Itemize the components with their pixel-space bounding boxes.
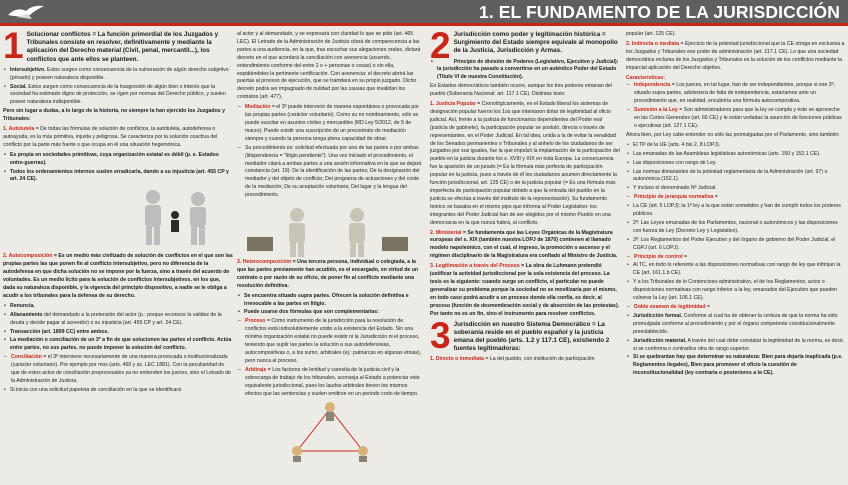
list-item: • Transacción (art. 1809 CC) entre ambos. bbox=[3, 329, 233, 337]
autocomposicion-block: 2. Autocomposición = Es un medio más civilizado de solución de conflictos en el que son las propias partes las que ponen fin al conflicto intersubjetivo, pero no diferencia de la autodefensa en que dicha solución no se impone por la fuerza, sino a través del acuerdo de voluntades. Es un medio lícito para la solución de conflictos intersubjetivos, en los que, dada su naturaleza disponible, y la vigencia del principio dispositivo, a nadie se le obliga a acudir a los tribunales para la defensa de su derecho. bbox=[3, 253, 233, 299]
paragraph: al actor y al demandado, y se expresará con claridad lo que se pide (art. 465 LEC). El Letrado de la Administración de Justicia citará de comparecencia a las partes a una audiencia, en la que, tras escuchar sus alegaciones orales, dictará decreto en el que acordará la conciliación con avenencia (acuerdo, entendimiento conforme del entre 2 o + personas o cosas) o sin ella, expidiéndoles la pertinente certificación. Con avenencia: el decreto abrirá las puertas al proceso de ejecución, que se tramitará en su propio juzgado. Dicho decreto podrá ser impugnado de nulidad por las causas que invalidan los contratos (art. 477). bbox=[237, 31, 421, 101]
list-item: – Independencia = Los jueces, en tal lugar, han de ser independientes, porque si ese 3º, situado supra partes, adoleciera de falta de independencia, estaríamos ante un procedimiento que, en realidad, encubriría una fórmula autocompositiva. bbox=[626, 82, 845, 106]
list-item: – Conciliación = el 3º interviene necesariamente de una manera provocada o institucionalizada (carácter voluntario). Por ejemplo por mos (arts. 460 y ss. LEC 1881). Con la peculiaridad de que de estos actos de conciliación preprocesales ya no entienden los jueces, sino el Letrado de la Administración de Justicia. bbox=[3, 354, 233, 386]
indirecta-block: 2. Indirecta o mediata = Ejercicio de la potestad jurisdiccional que la CE otorga en exclusiva a los Juzgados y Tribunales ese poder de administración (art. 117.1 CE). Lo que una sociedad democrática reclama de los Juzgados y Tribunales es la solución de los conflictos mediante la imparcial aplicación del Derecho objetivo. bbox=[626, 40, 845, 71]
section-number-3: 3 bbox=[430, 314, 451, 356]
list-item: • Todos los ordenamientos internos suelen erradicarla, dando a su injusticia (art. 455 CP y art. 24 CE). bbox=[3, 169, 233, 185]
list-item: – Doble examen de legitimidad = bbox=[626, 304, 845, 312]
list-item: • La mediación o conciliación de un 3º a fin de que solucionen las partes el conflicto. Actúa entre partes, no sus partes, no puede imponer la solución del conflicto. bbox=[3, 337, 233, 353]
list-item: • Puede usarse dos fórmulas que son complementarias: bbox=[237, 309, 425, 317]
list-item: • 3º: Los Reglamentos del Poder Ejecutivo y del órgano de gobierno del Poder Judicial, el CGPJ (art. 6 LOPJ). bbox=[626, 237, 845, 253]
column-3 bbox=[430, 31, 620, 483]
list-item: – Proceso = Como instrumento de la jurisdicción para la resolución de conflictos está indisolublemente unido a la existencia del Estado. Sin una mínima organización estatal no puede existir ni la Jurisdicción ni el proceso, teniendo que suplir las partes la solución a sus autodefensivas, autocompositivas o, a los sumo, arbitrales (ej.: patriarcas en algunas etnias), pero nunca al proceso. bbox=[237, 318, 425, 365]
list-item: • Jurisdicción formal. Conforme al cual ha de obtener la certeza de que la norma ha sido promulgada conforme al procedimiento y por el órgano competente constitucionalmente preestablecido. bbox=[626, 313, 845, 337]
section-1-lead: Solucionar conflictos = La función primordial de los Juzgados y Tribunales consiste en resolver, definitivamente y mediante la aplicación del Derecho material (Civil, penal, mercantil...), los conflictos que ante ellos se planteen. bbox=[26, 31, 219, 63]
section-number-2: 2 bbox=[430, 31, 451, 66]
list-item: • Se encuentra situado supra partes. Ofrecen la solución definitiva e irrevocable a las partes en litigio. bbox=[237, 293, 425, 309]
list-item: • La CE (art. 5 LOPJ): la 1ª ley a la que están sometidos y han de cumplir todos los poderes públicos. bbox=[626, 203, 845, 219]
list-item: • Las normas dimanantes de la potestad reglamentaria de la Administración (art. 97) o autonómica (152.1). bbox=[626, 169, 845, 185]
section-1-intro bbox=[3, 31, 233, 64]
people-icon bbox=[237, 201, 423, 259]
list-item: • Y a los Tribunales de lo Contencioso-administrativo, el de los Reglamentos, actos o disposiciones normativas con rango inferior a la ley, emanados del Ejecutivo que pueden vulnerar la Ley (art. 106.1 CE). bbox=[626, 279, 845, 303]
legitimacion-block: 3. Legitimación a través del Proceso = La obra de Luhmann pretendió justificar la actividad jurisdiccional por la sola existencia del proceso. La tesis es la siguiente: cuando surge un conflicto, el particular no puede generalizar su problema porque la sociedad no se movilizaría por el mismo, en todo caso podrá acudir a un proceso donde ella confía, es decir, al proceso (función de desmembración social y de absorción de las protestas). Por tanto no es un fin, sino el instrumento para resolver conflictos. bbox=[430, 263, 620, 317]
paragraph: Ahora bien, por Ley cabe entender no sólo las promulgadas por el Parlamento, sino también: bbox=[626, 131, 840, 138]
figures-icon bbox=[3, 185, 229, 253]
illustration-figures bbox=[3, 185, 233, 253]
list-item: • Es propia en sociedades primitivas, cuya organización estatal es débil (p. e. Estados entre-guerras). bbox=[3, 152, 233, 168]
section-2-intro bbox=[430, 31, 620, 66]
section-3-intro bbox=[430, 314, 620, 356]
list-item: – Principio de jerarquía normativa = bbox=[626, 194, 845, 202]
page-title: 1. EL FUNDAMENTO DE LA JURISDICCIÓN bbox=[479, 2, 840, 22]
paragraph: En Estados democráticos también ocurre, aunque los tres poderes emanan del pueblo (Soberanía Nacional: art. 117.1 CE). Distintas tesis: bbox=[430, 83, 612, 98]
ministerial-block: 2. Ministerial = Se fundamenta que las Leyes Orgánicas de la Magistratura europeas del s. XIX (también nuestra LOPJ de 1870) contienen al llamado modelo napoleónico, con el cual, el ingreso, la promoción o ascenso y el régimen disciplinario de la Magistratura era confiado al Ministro de Justicia. bbox=[430, 229, 618, 260]
list-item: • Intersubjetivo. Estos surgen como consecuencia de la vulneración de algún derecho subjetivo (privado) y poseen naturaleza disponible. bbox=[3, 67, 233, 83]
list-item: – Sumisión a la Ley = Son administradores para que la ley se cumpla y éste se aproveche en las Cortes Generales (art. 66 CE) y le están vedadas la asunción de funciones públicas o ejecutivas (art. 127.1 CE). bbox=[626, 107, 845, 131]
page-header bbox=[0, 0, 848, 26]
list-item: • Si se quebrantan hay que determinar su naturaleza: Bien para dejarla inaplicada (p.e. Reglamentos ilegales), Bien para promover el oficio la cuestión de inconstitucionalidad (ley contraria o posteriores a la CE). bbox=[626, 354, 845, 378]
section-3-lead: Jurisdicción en nuestro Sistema Democrático = La soberanía reside en el pueblo español y la justicia emana del pueblo (arts. 1.2 y 117.1 CE), existiendo 2 fuentes legitimadoras: bbox=[453, 320, 610, 353]
list-item: • Renuncia. bbox=[3, 303, 233, 311]
list-item: • Al TC, en todo lo referente a las disposiciones normativas con rango de ley que infrinjan la CE (art. 161.1.b CE). bbox=[626, 262, 845, 278]
list-item: • Principio de división de Poderes (Legislativo, Ejecutivo y Judicial): la jurisdicción ha pasado a convertirse en un auténtico Poder del Estado (Título VI de nuestra Constitución). bbox=[430, 59, 620, 83]
list-item: – Arbitraje = Los factores de lentitud y carestía de la justicia civil y la sobrecarga de trabajo de los tribunales, aconseja al Estado a potenciar este equivalente jurisdiccional, pues los laudos arbitrales tienen los mismos efectos que las sentencias y suelen emitirse en un periodo corto de tiempo. bbox=[237, 367, 425, 399]
illustration-triangle bbox=[237, 399, 425, 463]
list-item: • Y incluso el denominado Nº Judicial. bbox=[626, 185, 845, 193]
list-item: • Las emanadas de las Asambleas legislativas autonómicas (arts. 150 y 152.1 CE). bbox=[626, 151, 845, 159]
triangle-diagram-icon bbox=[237, 399, 423, 463]
section-2-lead: Jurisdicción como poder y legitimación histórica = Surgimiento del Estado siempre equivale al monopolio de la Justicia, Jurisdicción y Armas. bbox=[453, 31, 618, 55]
list-item: • Si inicia con una solicitud papeleta de conciliación en la que se identificará bbox=[3, 387, 233, 395]
directo-block: 1. Directo o inmediata = La del pueblo, con institución de participación bbox=[430, 356, 595, 363]
paragraph: popular (art. 125 CE). bbox=[626, 31, 676, 37]
caracteristicas-heading: Características: bbox=[626, 74, 665, 81]
list-item: – Principio de control = bbox=[626, 254, 845, 262]
column-2 bbox=[237, 31, 425, 483]
heterocomposicion-block: 3. Heterocomposición = Una tercera persona, individual o colegiada, a la que las partes previamente han acudido, es el encargado, en virtud de un contrato o por razón de su oficio, de poner fin al conflicto mediante una resolución definitiva. bbox=[237, 259, 419, 289]
column-1 bbox=[3, 31, 233, 483]
list-item: • Allanamiento del demandado a la pretensión del actor (p.: porque reconoce la validez de la deuda y decide pagar al acreedor) o su injusticia (art. 455 CP y art. 24 CE). bbox=[3, 312, 233, 328]
section-number-1: 1 bbox=[3, 31, 24, 66]
list-item: • Jurisdicción material. A través del cual debe constatar la legitimidad de la norma, es decir, si se conforma o contradice otra de rango superior. bbox=[626, 338, 845, 354]
justicia-popular-block: 1. Justicia Popular = Cronológicamente, en el Estado liberal los sistemas de designación popular fueron los 1os que intentaron dotar de legitimidad al oficio judicial. Así, frente a la justicia de funcionarios dependientes del Poder real (justicia de gabinete), la participación popular se postuló, directa o través de representantes, en el Poder Judicial. En tal idea, unida a la de evitar la venalidad de los Senados permanentes o Tribunales y al anhelo de los ciudadanos de ser juzgados por sus iguales, fue la que impulsó la implantación de la participación del pueblo en la justicia durante los s. XVIII y XIX en toda Europa. La consecuencia fue la aparición de un jurado (= Es la fórmula más perfecta de participación popular en la justicia, pues a través de él los ciudadanos asumen directamente la función jurisdiccional, art. 125 CE) o de la justicia popular (= Es una fórmula más imperfecta de participación popular debido a que la entrada del pueblo en la justicia se efectúa a través del instituto de la representación). Su fundamento teórico se basaba en el mismo pipo que informa al Poder Legislativo: los integrantes del Poder Judicial han de ser elegidos por el mismo Pueblo en una democracia en la que nunca habrá, al conflicto. bbox=[430, 101, 620, 226]
bird-logo-icon bbox=[6, 3, 46, 22]
illustration-people bbox=[237, 201, 425, 259]
list-item: – Su procedimiento es: solicitud efectuada por una de las partes o por ambas (litispendencia = "litigio pendiente"). Una vez iniciado el procedimiento, el mediador citará a ambas partes a una sesión informativa en la que se dejará constancia (art. 19): De la identificación de las partes; De la designación del mediador y del objeto de conflicto; Del programa de actuaciones y del coste de la mediación; De su aceptación voluntaria; Del lugar y la lengua del procedimiento. bbox=[237, 145, 425, 200]
list-item: • El TP de la UE (arts. 4 bis 2, 8 LOPJ). bbox=[626, 142, 845, 150]
paragraph: Pero sin lugar a dudas, a lo largo de la historia, no siempre la han ejercido los Juzgados y Tribunales: bbox=[3, 108, 225, 123]
list-item: – Mediación = el 3º puede intervenir de manera espontánea o provocada por las propias partes (carácter voluntario). Como su no nombramiento, sólo se puede suscitar en asuntos civiles y mercantiles (RD Ley 5/2012, de 5 de marzo). Puede existir una suscripción de un precontrato de mediación siempre y cuando la persona tenga plena capacidad de obrar. bbox=[237, 104, 425, 144]
list-item: • Social. Estos surgen como consecuencia de la trasgresión de algún bien o interés que la sociedad ha estimado digno de protección, se rigen por normas del Derecho público, y suelen poseer naturaleza indisponible. bbox=[3, 84, 233, 108]
list-item: • 2º: Las Leyes emanadas de los Parlamentos, nacional o autonómicos y las disposiciones con fuerza de Ley (Decreto Ley y Legislativo). bbox=[626, 220, 845, 236]
column-4 bbox=[626, 31, 845, 483]
list-item: • Las disposiciones con rango de Ley. bbox=[626, 160, 845, 168]
autotutela-block: 1. Autotutela = De todas las fórmulas de solución de conflictos, la autotutela, autodefensa o autoayuda, es la más primitiva, injusta y peligrosa. Se caracteriza por la solución coactiva del conflicto por la parte más fuerte o que ocupa en él una situación hegemónica. bbox=[3, 126, 218, 148]
